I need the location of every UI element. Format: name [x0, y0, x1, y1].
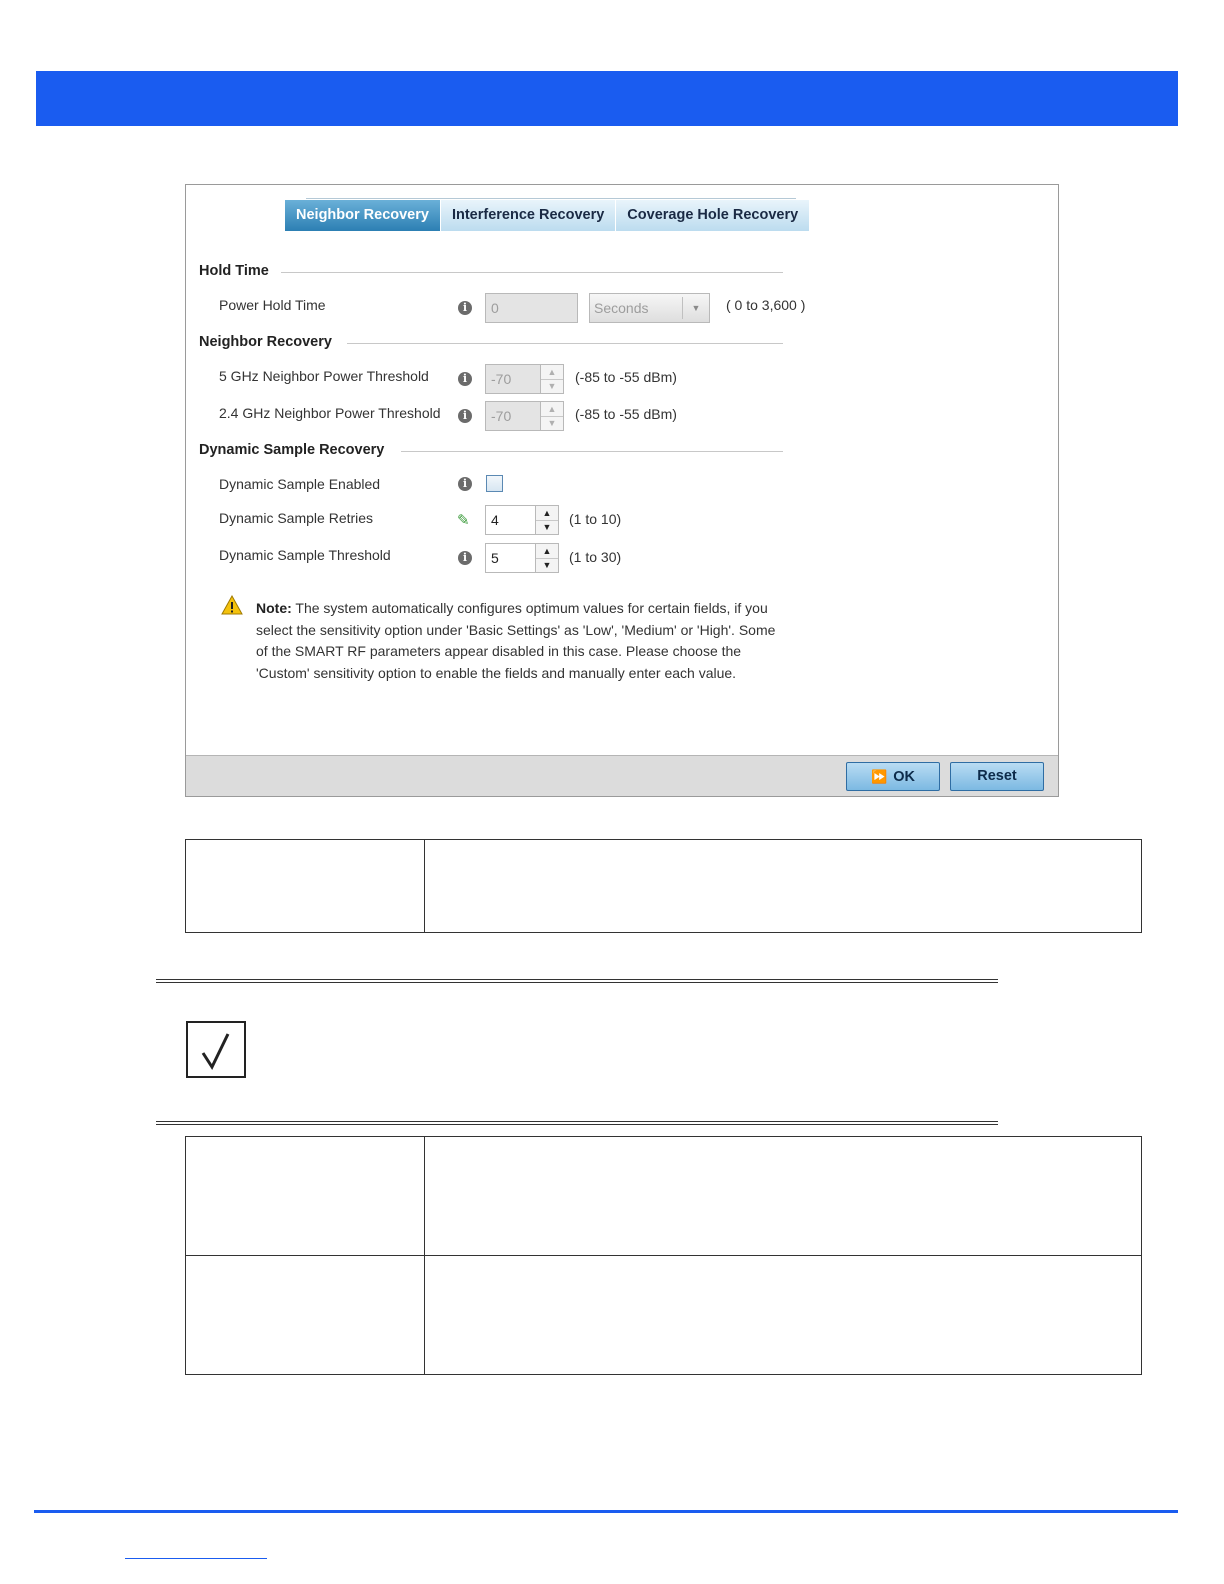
ghz24-threshold-range: (-85 to -55 dBm) — [575, 406, 677, 422]
stepper-down-icon[interactable]: ▼ — [542, 560, 552, 570]
table-row — [186, 840, 1142, 933]
table-row — [186, 1137, 1142, 1256]
tab-bar — [285, 200, 810, 231]
section-dynamic-sample-recovery — [199, 442, 384, 458]
pencil-icon: ✎ — [457, 512, 470, 529]
reset-button[interactable] — [950, 762, 1044, 791]
stepper-up-icon[interactable]: ▲ — [536, 544, 558, 559]
table-row — [186, 1256, 1142, 1375]
footer-link-underline[interactable] — [125, 1558, 267, 1559]
section-neighbor-recovery-title: Neighbor Recovery — [199, 334, 332, 350]
note-title: Note: — [256, 600, 292, 616]
tab-interference-recovery[interactable]: Interference Recovery — [441, 200, 616, 231]
tab-coverage-hole-recovery[interactable]: Coverage Hole Recovery — [616, 200, 810, 231]
power-hold-time-range: ( 0 to 3,600 ) — [726, 297, 806, 313]
description-table-2 — [185, 1136, 1142, 1375]
note-body: The system automatically configures optimum values for certain fields, if you select the sensitivity option under 'Basic Settings' as 'Low', 'Medium' or 'High'. Some of the SMART RF parameters appear disabled in this case. Please choose the 'Custom' sensitivity option to enable the fields and manually enter each value. — [256, 600, 776, 681]
table-cell — [425, 840, 1142, 933]
warning-icon — [221, 595, 243, 615]
note-divider-top — [156, 979, 998, 983]
stepper-down-icon[interactable]: ▼ — [547, 381, 557, 391]
tab-neighbor-recovery[interactable]: Neighbor Recovery — [285, 200, 441, 231]
info-icon[interactable]: i — [458, 551, 472, 565]
description-table-1 — [185, 839, 1142, 933]
section-hold-time-title: Hold Time — [199, 263, 269, 279]
section-neighbor-recovery — [199, 334, 332, 350]
power-hold-time-label: Power Hold Time — [219, 297, 326, 313]
info-icon[interactable]: i — [458, 409, 472, 423]
note-divider-bottom — [156, 1121, 998, 1125]
table-cell — [186, 1137, 425, 1256]
dynamic-sample-threshold-input[interactable]: 5 — [485, 543, 536, 573]
stepper-up-icon[interactable]: ▲ — [536, 506, 558, 521]
stepper-down-icon[interactable]: ▼ — [547, 418, 557, 428]
dynamic-sample-enabled-checkbox[interactable] — [486, 475, 503, 492]
section-hold-time — [199, 263, 269, 279]
info-icon[interactable]: i — [458, 477, 472, 491]
section-rule — [347, 343, 783, 344]
table-cell — [425, 1256, 1142, 1375]
dynamic-sample-retries-label: Dynamic Sample Retries — [219, 510, 374, 526]
dynamic-sample-retries-stepper[interactable] — [535, 505, 559, 535]
info-icon[interactable]: i — [458, 372, 472, 386]
smart-rf-panel — [185, 184, 1059, 797]
power-hold-time-unit-select[interactable] — [589, 293, 710, 323]
reset-button-label: Reset — [977, 768, 1017, 784]
checkmark-glyph — [188, 1023, 244, 1076]
ghz5-threshold-input[interactable]: -70 — [485, 364, 541, 394]
unit-select-value: Seconds — [594, 300, 649, 316]
tab-divider — [306, 198, 796, 199]
ghz24-threshold-label: 2.4 GHz Neighbor Power Threshold — [219, 405, 441, 421]
dynamic-sample-threshold-stepper[interactable] — [535, 543, 559, 573]
checkmark-icon — [186, 1021, 246, 1078]
stepper-down-icon[interactable]: ▼ — [542, 522, 552, 532]
ghz24-threshold-input[interactable]: -70 — [485, 401, 541, 431]
panel-footer — [186, 755, 1058, 796]
table-cell — [425, 1137, 1142, 1256]
stepper-up-icon[interactable]: ▲ — [541, 402, 563, 417]
dynamic-sample-retries-input[interactable]: 4 — [485, 505, 536, 535]
footer-rule — [34, 1510, 1178, 1513]
note-text — [256, 598, 776, 684]
ghz5-threshold-range: (-85 to -55 dBm) — [575, 369, 677, 385]
ok-button-label: OK — [893, 769, 915, 785]
section-dynamic-sample-recovery-title: Dynamic Sample Recovery — [199, 442, 385, 458]
ok-button[interactable] — [846, 762, 940, 791]
dynamic-sample-threshold-range: (1 to 30) — [569, 549, 622, 565]
stepper-up-icon[interactable]: ▲ — [541, 365, 563, 380]
ghz5-threshold-stepper[interactable] — [540, 364, 564, 394]
header-banner — [36, 71, 1178, 126]
ghz5-threshold-label: 5 GHz Neighbor Power Threshold — [219, 368, 429, 384]
forward-icon: ⏩ — [871, 769, 888, 784]
dynamic-sample-retries-range: (1 to 10) — [569, 511, 622, 527]
chevron-down-icon: ▼ — [682, 297, 709, 319]
table-cell — [186, 840, 425, 933]
dynamic-sample-enabled-label: Dynamic Sample Enabled — [219, 476, 381, 492]
ghz24-threshold-stepper[interactable] — [540, 401, 564, 431]
info-icon[interactable]: i — [458, 301, 472, 315]
table-cell — [186, 1256, 425, 1375]
power-hold-time-input[interactable]: 0 — [485, 293, 578, 323]
dynamic-sample-threshold-label: Dynamic Sample Threshold — [219, 547, 391, 563]
section-rule — [401, 451, 783, 452]
section-rule — [281, 272, 783, 273]
